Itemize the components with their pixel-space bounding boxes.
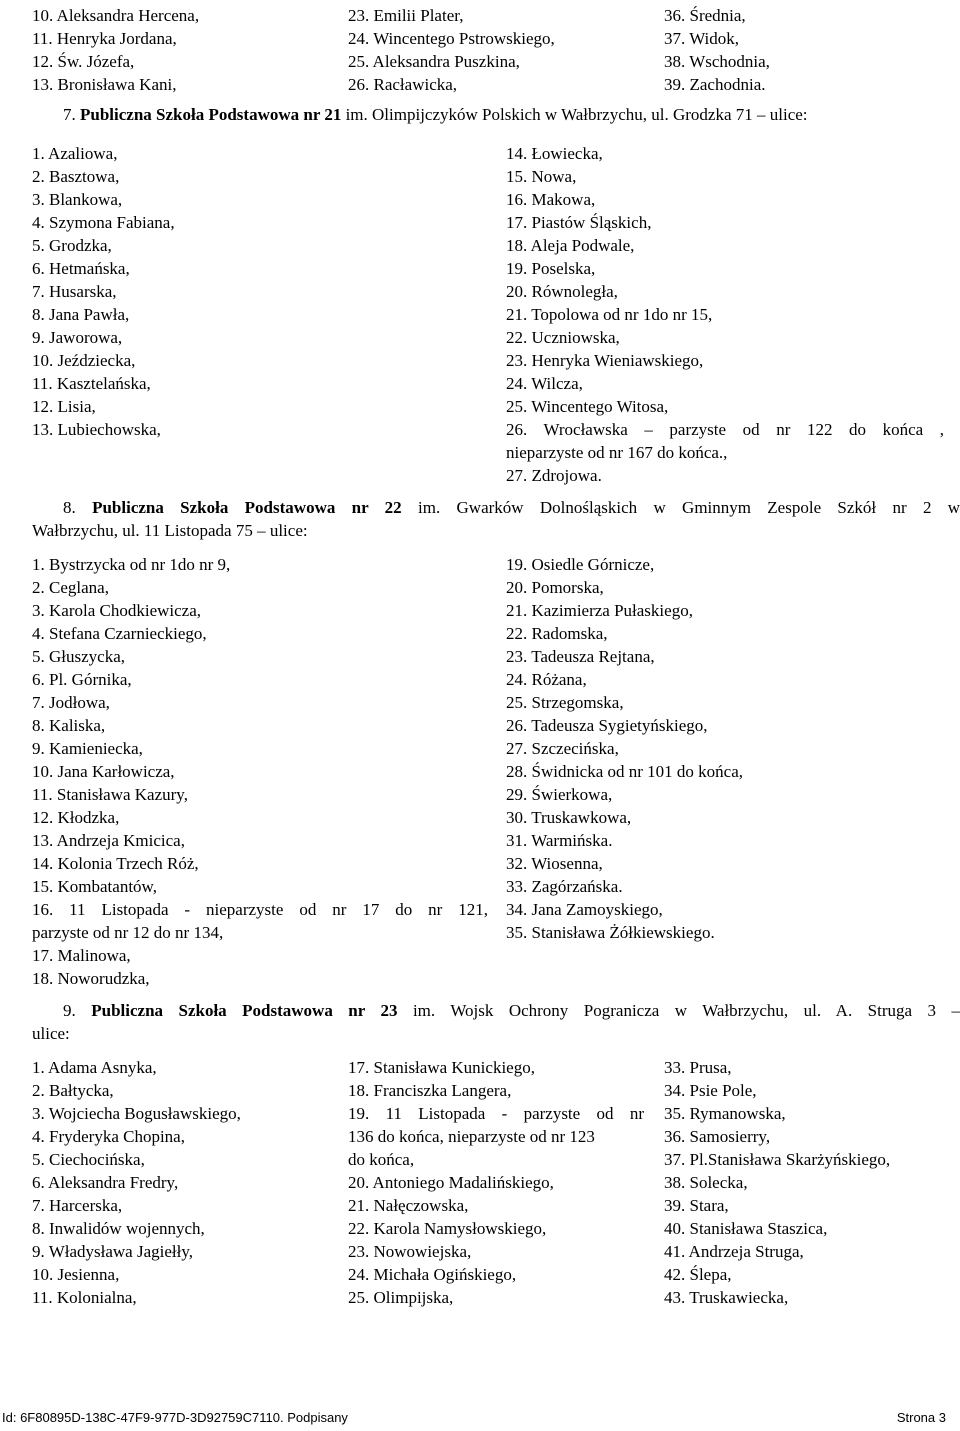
list-item: 26. Racławicka, [348, 75, 458, 94]
list-item: 34. Psie Pole, [664, 1081, 757, 1100]
list-item: 7. Jodłowa, [32, 693, 110, 712]
list-item: 4. Szymona Fabiana, [32, 213, 175, 232]
list-item: 14. Łowiecka, [506, 144, 603, 163]
list-item: 1. Adama Asnyka, [32, 1058, 157, 1077]
list-item: 41. Andrzeja Struga, [664, 1242, 804, 1261]
list-item: 13. Bronisława Kani, [32, 75, 177, 94]
list-item: 19. Poselska, [506, 259, 596, 278]
list-item: 3. Blankowa, [32, 190, 123, 209]
list-item: 8. Inwalidów wojennych, [32, 1219, 205, 1238]
page-number: Strona 3 [896, 1410, 946, 1425]
list-item: 40. Stanisława Staszica, [664, 1219, 828, 1238]
list-item: 21. Nałęczowska, [348, 1196, 469, 1215]
list-item: 15. Nowa, [506, 167, 577, 186]
section9-col-1 [32, 1056, 332, 1309]
top-col-2 [348, 4, 648, 96]
list-item: 17. Piastów Śląskich, [506, 213, 652, 232]
list-item: 9. Kamieniecka, [32, 739, 143, 758]
list-item: 37. Widok, [664, 29, 740, 48]
list-item: 21. Kazimierza Pułaskiego, [506, 601, 693, 620]
list-item: 17. Stanisława Kunickiego, [348, 1058, 535, 1077]
list-item: 25. Wincentego Witosa, [506, 397, 669, 416]
list-item: 11. Kasztelańska, [32, 374, 151, 393]
list-item: 22. Uczniowska, [506, 328, 620, 347]
list-item: 12. Lisia, [32, 397, 96, 416]
list-item: 8. Kaliska, [32, 716, 106, 735]
section8-school: Publiczna Szkoła Podstawowa nr 22 [92, 498, 402, 517]
list-item: 16. Makowa, [506, 190, 596, 209]
section9-col-3 [664, 1056, 954, 1309]
list-item: 5. Głuszycka, [32, 647, 126, 666]
list-item: 30. Truskawkowa, [506, 808, 632, 827]
list-item: 18. Aleja Podwale, [506, 236, 635, 255]
list-item: 24. Różana, [506, 670, 587, 689]
list-item: 21. Topolowa od nr 1do nr 15, [506, 305, 713, 324]
list-item: 20. Równoległa, [506, 282, 618, 301]
list-item: 14. Kolonia Trzech Róż, [32, 854, 199, 873]
list-item: 38. Wschodnia, [664, 52, 770, 71]
list-item: do końca, [348, 1150, 415, 1169]
list-item: 136 do końca, nieparzyste od nr 123 [348, 1127, 595, 1146]
list-item: 5. Ciechocińska, [32, 1150, 145, 1169]
list-item: 37. Pl.Stanisława Skarżyńskiego, [664, 1150, 891, 1169]
list-item: 6. Aleksandra Fredry, [32, 1173, 179, 1192]
list-item: 20. Pomorska, [506, 578, 604, 597]
section8-heading: 8. Publiczna Szkoła Podstawowa nr 22 im. Gwarków Dolnośląskich w Gminnym Zespole Szkół nr 2 w Wałbrzychu, ul. 11 Listopada 75 – ulice: [32, 498, 960, 540]
list-item: 12. Kłodzka, [32, 808, 120, 827]
list-item: 9. Jaworowa, [32, 328, 123, 347]
list-item: 39. Stara, [664, 1196, 729, 1215]
list-item: 24. Wincentego Pstrowskiego, [348, 29, 555, 48]
list-item: 29. Świerkowa, [506, 785, 613, 804]
list-item: 31. Warmińska. [506, 831, 613, 850]
list-item: 18. Franciszka Langera, [348, 1081, 512, 1100]
list-item: 13. Lubiechowska, [32, 420, 161, 439]
list-item: 11. Stanisława Kazury, [32, 785, 188, 804]
list-item: 33. Prusa, [664, 1058, 732, 1077]
list-item: 2. Basztowa, [32, 167, 120, 186]
section7-col-1 [32, 142, 452, 441]
list-item: 35. Stanisława Żółkiewskiego. [506, 923, 715, 942]
list-item: 26. Wrocławska – parzyste od nr 122 do końca , [506, 420, 944, 439]
list-item: 4. Stefana Czarnieckiego, [32, 624, 207, 643]
list-item: 33. Zagórzańska. [506, 877, 623, 896]
list-item: 25. Olimpijska, [348, 1288, 454, 1307]
list-item: 23. Henryka Wieniawskiego, [506, 351, 704, 370]
list-item: 3. Wojciecha Bogusławskiego, [32, 1104, 241, 1123]
list-item: 24. Michała Ogińskiego, [348, 1265, 517, 1284]
list-item: 23. Emilii Plater, [348, 6, 464, 25]
list-item: parzyste od nr 12 do nr 134, [32, 923, 224, 942]
list-item: 23. Tadeusza Rejtana, [506, 647, 655, 666]
list-item: 24. Wilcza, [506, 374, 583, 393]
list-item: 17. Malinowa, [32, 946, 131, 965]
list-item: 22. Radomska, [506, 624, 608, 643]
section9-col-2 [348, 1056, 644, 1309]
list-item: 6. Pl. Górnika, [32, 670, 132, 689]
list-item: 23. Nowowiejska, [348, 1242, 472, 1261]
list-item: 35. Rymanowska, [664, 1104, 786, 1123]
list-item: 1. Bystrzycka od nr 1do nr 9, [32, 555, 231, 574]
list-item: 3. Karola Chodkiewicza, [32, 601, 201, 620]
list-item: 19. 11 Listopada - parzyste od nr [348, 1104, 644, 1123]
list-item: 12. Św. Józefa, [32, 52, 135, 71]
list-item: 28. Świdnicka od nr 101 do końca, [506, 762, 744, 781]
list-item: 10. Jesienna, [32, 1265, 120, 1284]
list-item: 11. Kolonialna, [32, 1288, 137, 1307]
list-item: 36. Średnia, [664, 6, 746, 25]
list-item: 25. Aleksandra Puszkina, [348, 52, 520, 71]
list-item: 22. Karola Namysłowskiego, [348, 1219, 547, 1238]
list-item: 43. Truskawiecka, [664, 1288, 789, 1307]
list-item: 6. Hetmańska, [32, 259, 130, 278]
document-id: Id: 6F80895D-138C-47F9-977D-3D92759C7110. Podpisany [2, 1410, 348, 1425]
list-item: 39. Zachodnia. [664, 75, 766, 94]
list-item: 8. Jana Pawła, [32, 305, 130, 324]
list-item: 2. Ceglana, [32, 578, 109, 597]
list-item: 20. Antoniego Madalińskiego, [348, 1173, 554, 1192]
section8-col-1 [32, 553, 488, 990]
list-item: 36. Samosierry, [664, 1127, 771, 1146]
list-item: 7. Husarska, [32, 282, 117, 301]
section9-heading: 9. Publiczna Szkoła Podstawowa nr 23 im. Wojsk Ochrony Pogranicza w Wałbrzychu, ul. A. Struga 3 – ulice: [32, 1001, 960, 1043]
list-item: 4. Fryderyka Chopina, [32, 1127, 185, 1146]
section7-school: Publiczna Szkoła Podstawowa nr 21 [80, 105, 342, 124]
list-item: 10. Jana Karłowicza, [32, 762, 175, 781]
section8-col-2 [506, 553, 944, 944]
list-item: 38. Solecka, [664, 1173, 748, 1192]
list-item: 2. Bałtycka, [32, 1081, 114, 1100]
list-item: 5. Grodzka, [32, 236, 112, 255]
list-item: 25. Strzegomska, [506, 693, 624, 712]
section9-school: Publiczna Szkoła Podstawowa nr 23 [91, 1001, 398, 1020]
list-item: 34. Jana Zamoyskiego, [506, 900, 663, 919]
list-item: 9. Władysława Jagiełły, [32, 1242, 193, 1261]
list-item: 1. Azaliowa, [32, 144, 118, 163]
list-item: 10. Aleksandra Hercena, [32, 6, 200, 25]
top-col-3 [664, 4, 944, 96]
list-item: nieparzyste od nr 167 do końca., [506, 443, 728, 462]
list-item: 42. Ślepa, [664, 1265, 732, 1284]
section7-heading: 7. Publiczna Szkoła Podstawowa nr 21 im. Olimpijczyków Polskich w Wałbrzychu, ul. Grodzka 71 – ulice: [63, 105, 808, 124]
list-item: 11. Henryka Jordana, [32, 29, 177, 48]
list-item: 27. Szczecińska, [506, 739, 619, 758]
list-item: 18. Noworudzka, [32, 969, 150, 988]
list-item: 13. Andrzeja Kmicica, [32, 831, 185, 850]
list-item: 19. Osiedle Górnicze, [506, 555, 655, 574]
list-item: 7. Harcerska, [32, 1196, 123, 1215]
top-col-1 [32, 4, 332, 96]
list-item: 32. Wiosenna, [506, 854, 603, 873]
list-item: 10. Jeździecka, [32, 351, 136, 370]
list-item: 16. 11 Listopada - nieparzyste od nr 17 do nr 121, [32, 900, 488, 919]
section7-col-2 [506, 142, 944, 487]
list-item: 27. Zdrojowa. [506, 466, 602, 485]
list-item: 15. Kombatantów, [32, 877, 157, 896]
list-item: 26. Tadeusza Sygietyńskiego, [506, 716, 708, 735]
